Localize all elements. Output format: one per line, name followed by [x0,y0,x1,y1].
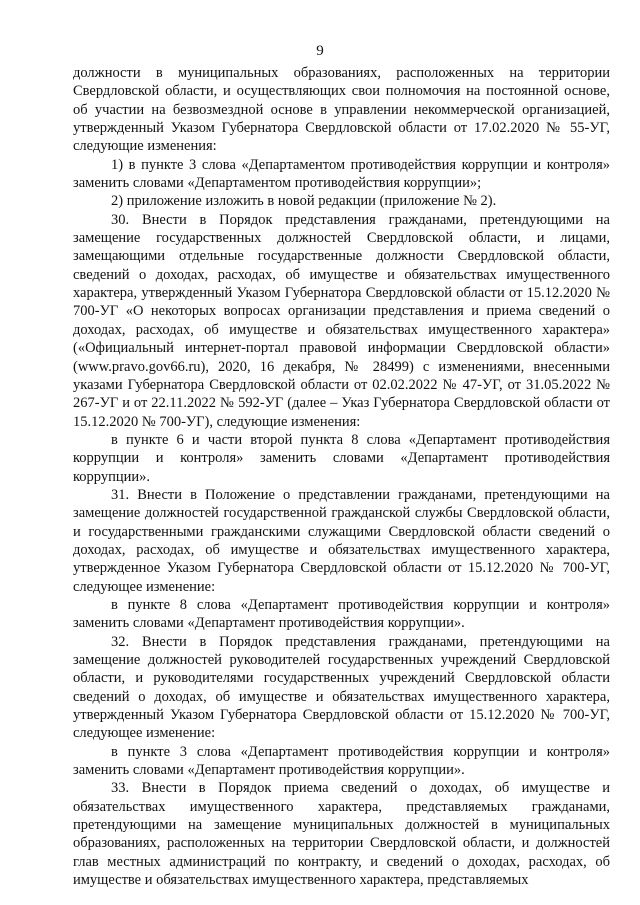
paragraph-32: 32. Внести в Порядок представления гражданами, претендующими на замещение должностей руководителей государственных учреждений Свердловской области, и руководителями государственных учреждений Свердловской области сведений о доходах, об имуществе и обязательствах имущественного характера, утвержденный Указом Губернатора Свердловской области от 15.12.2020 № 700-УГ, следующее изменение: [73,633,610,742]
paragraph-33: 33. Внести в Порядок приема сведений о доходах, об имуществе и обязательствах имущественного характера, представляемых гражданами, претендующими на замещение муниципальных должностей в муниципальных образованиях, расположенных на территории Свердловской области, и должностей глав местных администраций по контракту, и сведений о доходах, расходах, об имуществе и обязательствах имущественного характера, представляемых [73,780,610,889]
document-body [73,64,610,889]
paragraph-item-2: 2) приложение изложить в новой редакции (приложение № 2). [111,193,497,210]
paragraph-32-change: в пункте 3 слова «Департамент противодействия коррупции и контроля» заменить словами «Департамент противодействия коррупции». [73,743,610,779]
paragraph-31-change: в пункте 8 слова «Департамент противодействия коррупции и контроля» заменить словами «Департамент противодействия коррупции». [73,596,610,632]
paragraph-30: 30. Внести в Порядок представления гражданами, претендующими на замещение государственных должностей Свердловской области, и лицами, замещающими отдельные государственные должности Свердловской области, сведений о доходах, расходах, об имуществе и обязательствах имущественного характера, утвержденный Указом Губернатора Свердловской области от 15.12.2020 № 700-УГ «О некоторых вопросах организации представления и приема сведений о доходах, расходах, об имуществе и обязательствах имущественного характера» («Официальный интернет-портал правовой информации Свердловской области» (www.pravo.gov66.ru), 2020, 16 декабря, № 28499) с изменениями, внесенными указами Губернатора Свердловской области от 02.02.2022 № 47-УГ, от 31.05.2022 № 267-УГ и от 22.11.2022 № 592-УГ (далее – Указ Губернатора Свердловской области от 15.12.2020 № 700-УГ), следующие изменения: [73,211,610,430]
paragraph-item-1: 1) в пункте 3 слова «Департаментом противодействия коррупции и контроля» заменить словами «Департаментом противодействия коррупции»; [73,156,610,192]
paragraph-continuation: должности в муниципальных образованиях, расположенных на территории Свердловской области, и осуществляющих свои полномочия на постоянной основе, об участии на безвозмездной основе в управлении некоммерческой организацией, утвержденный Указом Губернатора Свердловской области от 17.02.2020 № 55-УГ, следующие изменения: [73,65,610,155]
page-number: 9 [316,43,324,59]
paragraph-30-change: в пункте 6 и части второй пункта 8 слова «Департамент противодействия коррупции и контроля» заменить словами «Департамент противодействия коррупции». [73,431,610,485]
paragraph-31: 31. Внести в Положение о представлении гражданами, претендующими на замещение должностей государственной гражданской службы Свердловской области, и государственными гражданскими служащими Свердловской области сведений о доходах, расходах, об имуществе и обязательствах имущественного характера, утвержденное Указом Губернатора Свердловской области от 15.12.2020 № 700-УГ, следующее изменение: [73,486,610,595]
